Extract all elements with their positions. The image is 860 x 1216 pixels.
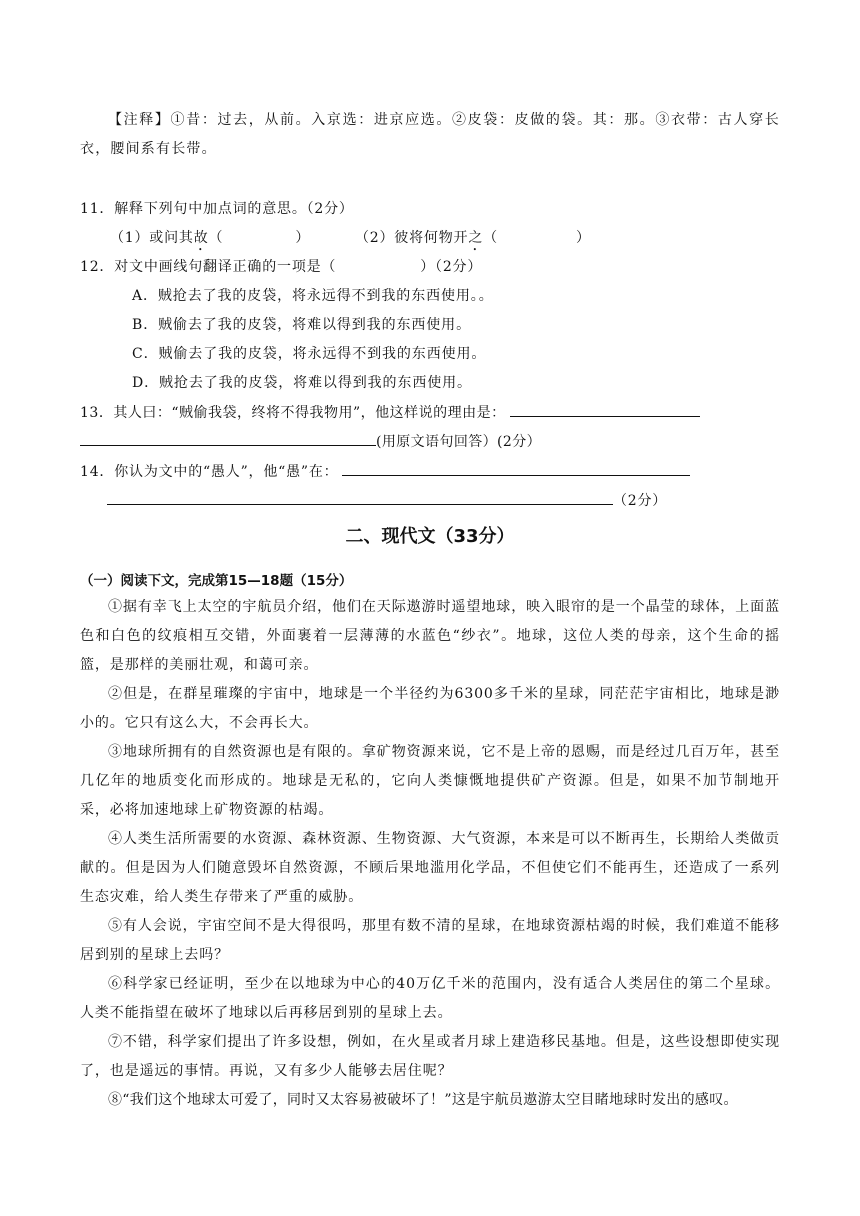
dotted-word-2: 之 (468, 230, 484, 246)
question-11-item-2: （2）彼将何物开之（ ） (355, 230, 591, 246)
answer-line-13a[interactable] (510, 401, 700, 417)
part-1-heading: （一）阅读下文，完成第15—18题（15分） (80, 573, 353, 589)
paragraph-5: ⑤有人会说，宇宙空间不是大得很吗，那里有数不清的星球，在地球资源枯竭的时候，我们难道不能移居到别的星球上去吗？ (80, 918, 780, 963)
question-11-item-1: （1）或问其故（ ） (110, 230, 311, 246)
option-a: A．贼抢去了我的皮袋，将永远得不到我的东西使用。。 (132, 288, 494, 304)
answer-line-14a[interactable] (342, 460, 690, 476)
question-11-stem: 11．解释下列句中加点词的意思。（2分） (80, 201, 354, 217)
question-13-stem: 13．其人曰：“贼偷我袋，终将不得我物用”，他这样说的理由是： (80, 401, 700, 422)
paragraph-2: ②但是，在群星璀璨的宇宙中，地球是一个半径约为6300多千米的星球，同茫茫宇宙相比，地球是渺小的。它只有这么大，不会再长大。 (80, 686, 780, 731)
paragraph-7: ⑦不错，科学家们提出了许多设想，例如，在火星或者月球上建造移民基地。但是，这些设想即使实现了，也是遥远的事情。再说，又有多少人能够去居住呢？ (80, 1034, 780, 1079)
annotation-note: 【注释】①昔：过去，从前。入京选：进京应选。②皮袋：皮做的袋。其：那。③衣带：古人穿长衣，腰间系有长带。 (80, 112, 780, 157)
paragraph-1: ①据有幸飞上太空的宇航员介绍，他们在天际遨游时遥望地球，映入眼帘的是一个晶莹的球体，上面蓝色和白色的纹痕相互交错，外面裹着一层薄薄的水蓝色“纱衣”。地球，这位人类的母亲，这个生命的摇篮，是那样的美丽壮观，和蔼可亲。 (80, 599, 780, 673)
paragraph-8: ⑧“我们这个地球太可爱了，同时又太容易被破坏了！”这是宇航员遨游太空目睹地球时发出的感叹。 (108, 1092, 738, 1108)
answer-line-14b[interactable] (107, 489, 613, 505)
question-12-stem: 12．对文中画线句翻译正确的一项是（ ）（2分） (80, 259, 483, 275)
question-13-line-2: (用原文语句回答）(2分） (80, 430, 541, 451)
paragraph-4: ④人类生活所需要的水资源、森林资源、生物资源、大气资源，本来是可以不断再生，长期给人类做贡献的。但是因为人们随意毁坏自然资源，不顾后果地滥用化学品，不但使它们不能再生，还造成了一系列生态灾难，给人类生存带来了严重的威胁。 (80, 831, 780, 905)
option-b: B．贼偷去了我的皮袋，将难以得到我的东西使用。 (132, 317, 471, 333)
option-d: D．贼抢去了我的皮袋，将难以得到我的东西使用。 (132, 375, 472, 391)
answer-line-13b[interactable] (80, 430, 376, 446)
section-2-title: 二、现代文（33分） (345, 526, 515, 547)
option-c: C．贼偷去了我的皮袋，将永远得不到我的东西使用。 (132, 346, 487, 362)
question-14-line-2: （2分） (107, 489, 667, 510)
paragraph-6: ⑥科学家已经证明，至少在以地球为中心的40万亿千米的范围内，没有适合人类居住的第二个星球。人类不能指望在破坏了地球以后再移居到别的星球上去。 (80, 976, 780, 1021)
dotted-word-1: 故 (193, 230, 209, 246)
question-14-stem: 14．你认为文中的“愚人”，他“愚”在： (80, 460, 690, 481)
paragraph-3: ③地球所拥有的自然资源也是有限的。拿矿物资源来说，它不是上帝的恩赐，而是经过几百万年，甚至几亿年的地质变化而形成的。地球是无私的，它向人类慷慨地提供矿产资源。但是，如果不加节制地开采，必将加速地球上矿物资源的枯竭。 (80, 744, 780, 818)
